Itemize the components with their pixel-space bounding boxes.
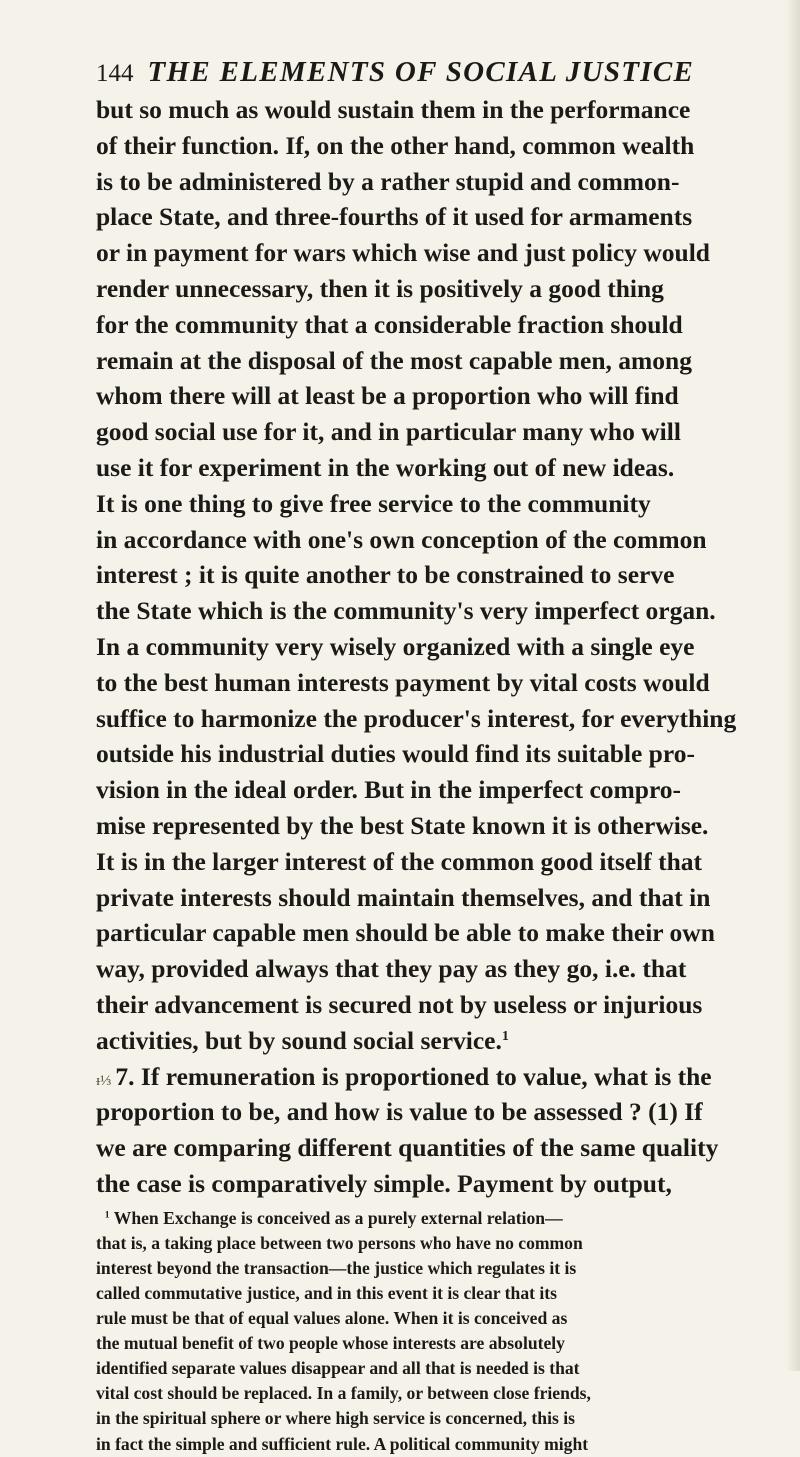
body-line: place State, and three-fourths of it used for armaments bbox=[96, 202, 693, 232]
body-line: or in payment for wars which wise and just policy would bbox=[96, 238, 710, 268]
page-number: 144 bbox=[96, 60, 134, 87]
body-line: proportion to be, and how is value to be assessed ? (1) If bbox=[96, 1097, 703, 1127]
body-line: remain at the disposal of the most capable men, among bbox=[96, 345, 692, 375]
body-line: render unnecessary, then it is positively a good thing bbox=[96, 273, 664, 303]
body-line-text: activities, but by sound social service. bbox=[96, 1025, 502, 1055]
body-line: is to be administered by a rather stupid and common- bbox=[96, 166, 680, 196]
body-line: the case is comparatively simple. Payment by output, bbox=[96, 1168, 672, 1198]
body-line: particular capable men should be able to make their own bbox=[96, 918, 715, 948]
body-line: outside his industrial duties would find its suitable pro- bbox=[96, 739, 695, 769]
footnote-line: called commutative justice, and in this event it is clear that its bbox=[96, 1282, 557, 1303]
footnote bbox=[96, 1206, 796, 1457]
body-line: of their function. If, on the other hand, common wealth bbox=[96, 130, 695, 160]
footnote-first-line bbox=[96, 1206, 796, 1231]
body-line: It is one thing to give free service to the community bbox=[96, 488, 651, 518]
body-line: their advancement is secured not by useless or injurious bbox=[96, 989, 703, 1019]
footnote-line: the mutual benefit of two people whose interests are absolutely bbox=[96, 1333, 565, 1354]
footnote-line: that is, a taking place between two persons who have no common bbox=[96, 1232, 583, 1253]
body-line: vision in the ideal order. But in the imperfect compro- bbox=[96, 775, 682, 805]
footnote-line: in the spiritual sphere or where high service is concerned, this is bbox=[96, 1408, 575, 1429]
section-7-lead-text: 7. If remuneration is proportioned to value, what is the bbox=[115, 1061, 712, 1091]
footnote-line: interest beyond the transaction—the justice which regulates it is bbox=[96, 1257, 577, 1278]
footnote-lead-text: When Exchange is conceived as a purely external relation— bbox=[113, 1207, 563, 1228]
body-line: use it for experiment in the working out of new ideas. bbox=[96, 452, 675, 482]
body-line: In a community very wisely organized with a single eye bbox=[96, 631, 695, 661]
body-line: we are comparing different quantities of the same quality bbox=[96, 1133, 719, 1163]
footnote-line: identified separate values disappear and all that is needed is that bbox=[96, 1358, 580, 1379]
footnote-line: rule must be that of equal values alone. When it is conceived as bbox=[96, 1308, 568, 1329]
body-line: the State which is the community's very imperfect organ. bbox=[96, 596, 716, 626]
footnote-reference: 1 bbox=[501, 1028, 509, 1044]
margin-mark: ᵻ⅓ bbox=[96, 1072, 112, 1089]
body-line: but so much as would sustain them in the performance bbox=[96, 95, 691, 124]
body-line: whom there will at least be a proportion who will find bbox=[96, 381, 679, 411]
body-line: suffice to harmonize the producer's interest, for everything bbox=[96, 703, 737, 733]
body-line-with-footnote-ref bbox=[96, 1023, 796, 1059]
footnote-line: vital cost should be replaced. In a family, or between close friends, bbox=[96, 1383, 591, 1404]
section-7-first-line bbox=[96, 1059, 796, 1095]
running-header bbox=[96, 52, 756, 92]
body-line: private interests should maintain themselves, and that in bbox=[96, 882, 711, 912]
body-line: good social use for it, and in particular many who will bbox=[96, 417, 681, 447]
main-text bbox=[96, 92, 796, 1457]
body-line: It is in the larger interest of the common good itself that bbox=[96, 846, 703, 876]
body-line: in accordance with one's own conception of the common bbox=[96, 524, 707, 554]
body-line: way, provided always that they pay as they go, i.e. that bbox=[96, 954, 687, 984]
running-title: THE ELEMENTS OF SOCIAL JUSTICE bbox=[147, 56, 695, 88]
body-line: mise represented by the best State known it is otherwise. bbox=[96, 810, 709, 840]
body-line: for the community that a considerable fraction should bbox=[96, 309, 683, 339]
body-line: interest ; it is quite another to be constrained to serve bbox=[96, 560, 675, 590]
footnote-line: in fact the simple and sufficient rule. A political community might bbox=[96, 1433, 589, 1454]
body-line: to the best human interests payment by vital costs would bbox=[96, 667, 710, 697]
footnote-marker: 1 bbox=[104, 1209, 110, 1221]
